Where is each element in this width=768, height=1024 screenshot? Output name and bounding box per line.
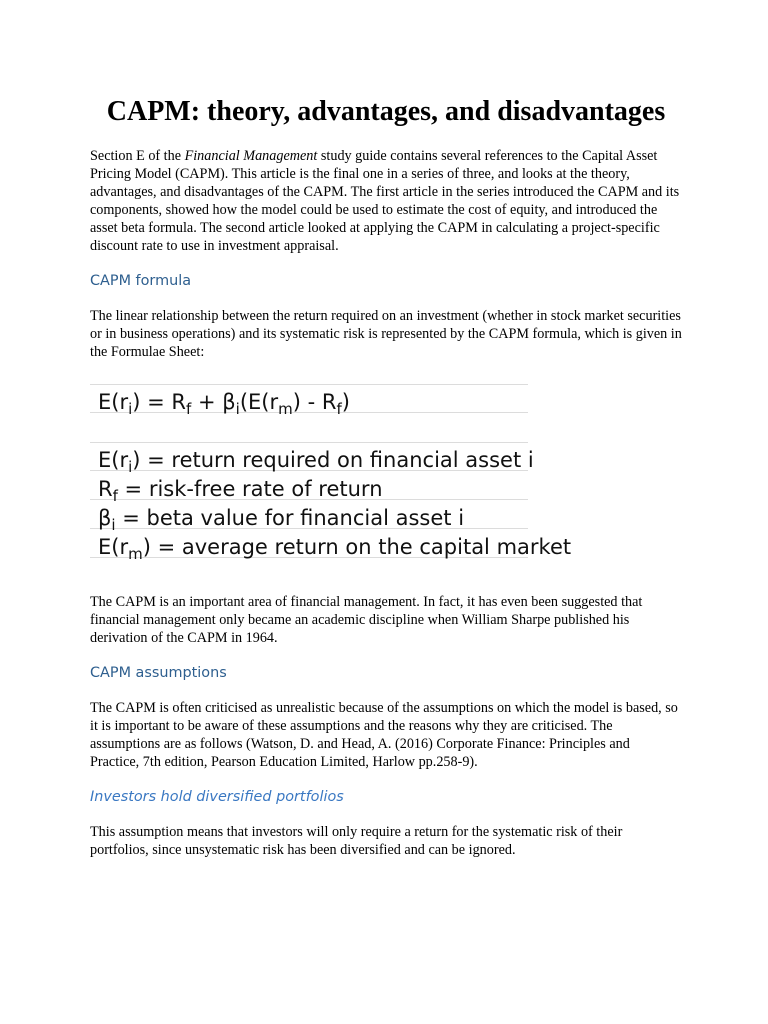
formula-definition-risk-free-rate: $R_f$ = risk-free rate of return (98, 477, 383, 505)
intro-text-start: Section E of the (90, 148, 185, 164)
intro-paragraph (90, 147, 682, 255)
capm-equation: $E(r_i) = R_f + \beta_i(E(r_m) - R_f)$ (98, 390, 350, 418)
formula-rule (90, 384, 528, 385)
section-heading-capm-assumptions: CAPM assumptions (90, 665, 227, 681)
capm-importance-paragraph: The CAPM is an important area of financial management. In fact, it has even been suggested that financial management only became an academic discipline when William Sharpe published his derivation of the CAPM in 1964. (90, 594, 643, 646)
capm-formula-image (90, 381, 572, 563)
formula-definition-market-return: $E(r_m)$ = average return on the capital market (98, 535, 572, 563)
intro-italic-text: Financial Management (184, 148, 318, 164)
assumptions-intro-paragraph: The CAPM is often criticised as unrealistic because of the assumptions on which the model is based, so it is important to be aware of these assumptions and the reasons why they are criticised. The assumptions are as follows (Watson, D. and Head, A. (2016) Corporate Finance: Principles and Practice, 7th edition, Pearson Education Limited, Harlow pp.258-9). (90, 700, 678, 770)
subheading-diversified-portfolios: Investors hold diversified portfolios (90, 789, 344, 805)
formula-intro-paragraph: The linear relationship between the return required on an investment (whether in stock market securities or in business operations) and its systematic risk is represented by the CAPM formula, which is given in the Formulae Sheet: (90, 308, 682, 360)
formula-definition-beta: $\beta_i$ = beta value for financial asset i (98, 506, 465, 534)
diversified-portfolios-paragraph: This assumption means that investors will only require a return for the systematic risk of their portfolios, since unsystematic risk has been diversified and can be ignored. (90, 824, 623, 858)
section-heading-capm-formula: CAPM formula (90, 273, 192, 289)
intro-text-rest: study guide contains several references to the Capital Asset Pricing Model (CAPM). This article is the final one in a series of three, and looks at the theory, advantages, and disadvantages of the CAPM. The first article in the series introduced the CAPM and its components, showed how the model could be used to estimate the cost of equity, and introduced the asset beta formula. The second article looked at applying the CAPM in calculating a project-specific discount rate to use in investment appraisal. (90, 148, 680, 254)
formula-definition-expected-return: $E(r_i)$ = return required on financial asset i (98, 448, 534, 476)
document-page (90, 0, 682, 859)
page-title: CAPM: theory, advantages, and disadvantages (106, 96, 666, 127)
formula-rule (90, 442, 528, 443)
